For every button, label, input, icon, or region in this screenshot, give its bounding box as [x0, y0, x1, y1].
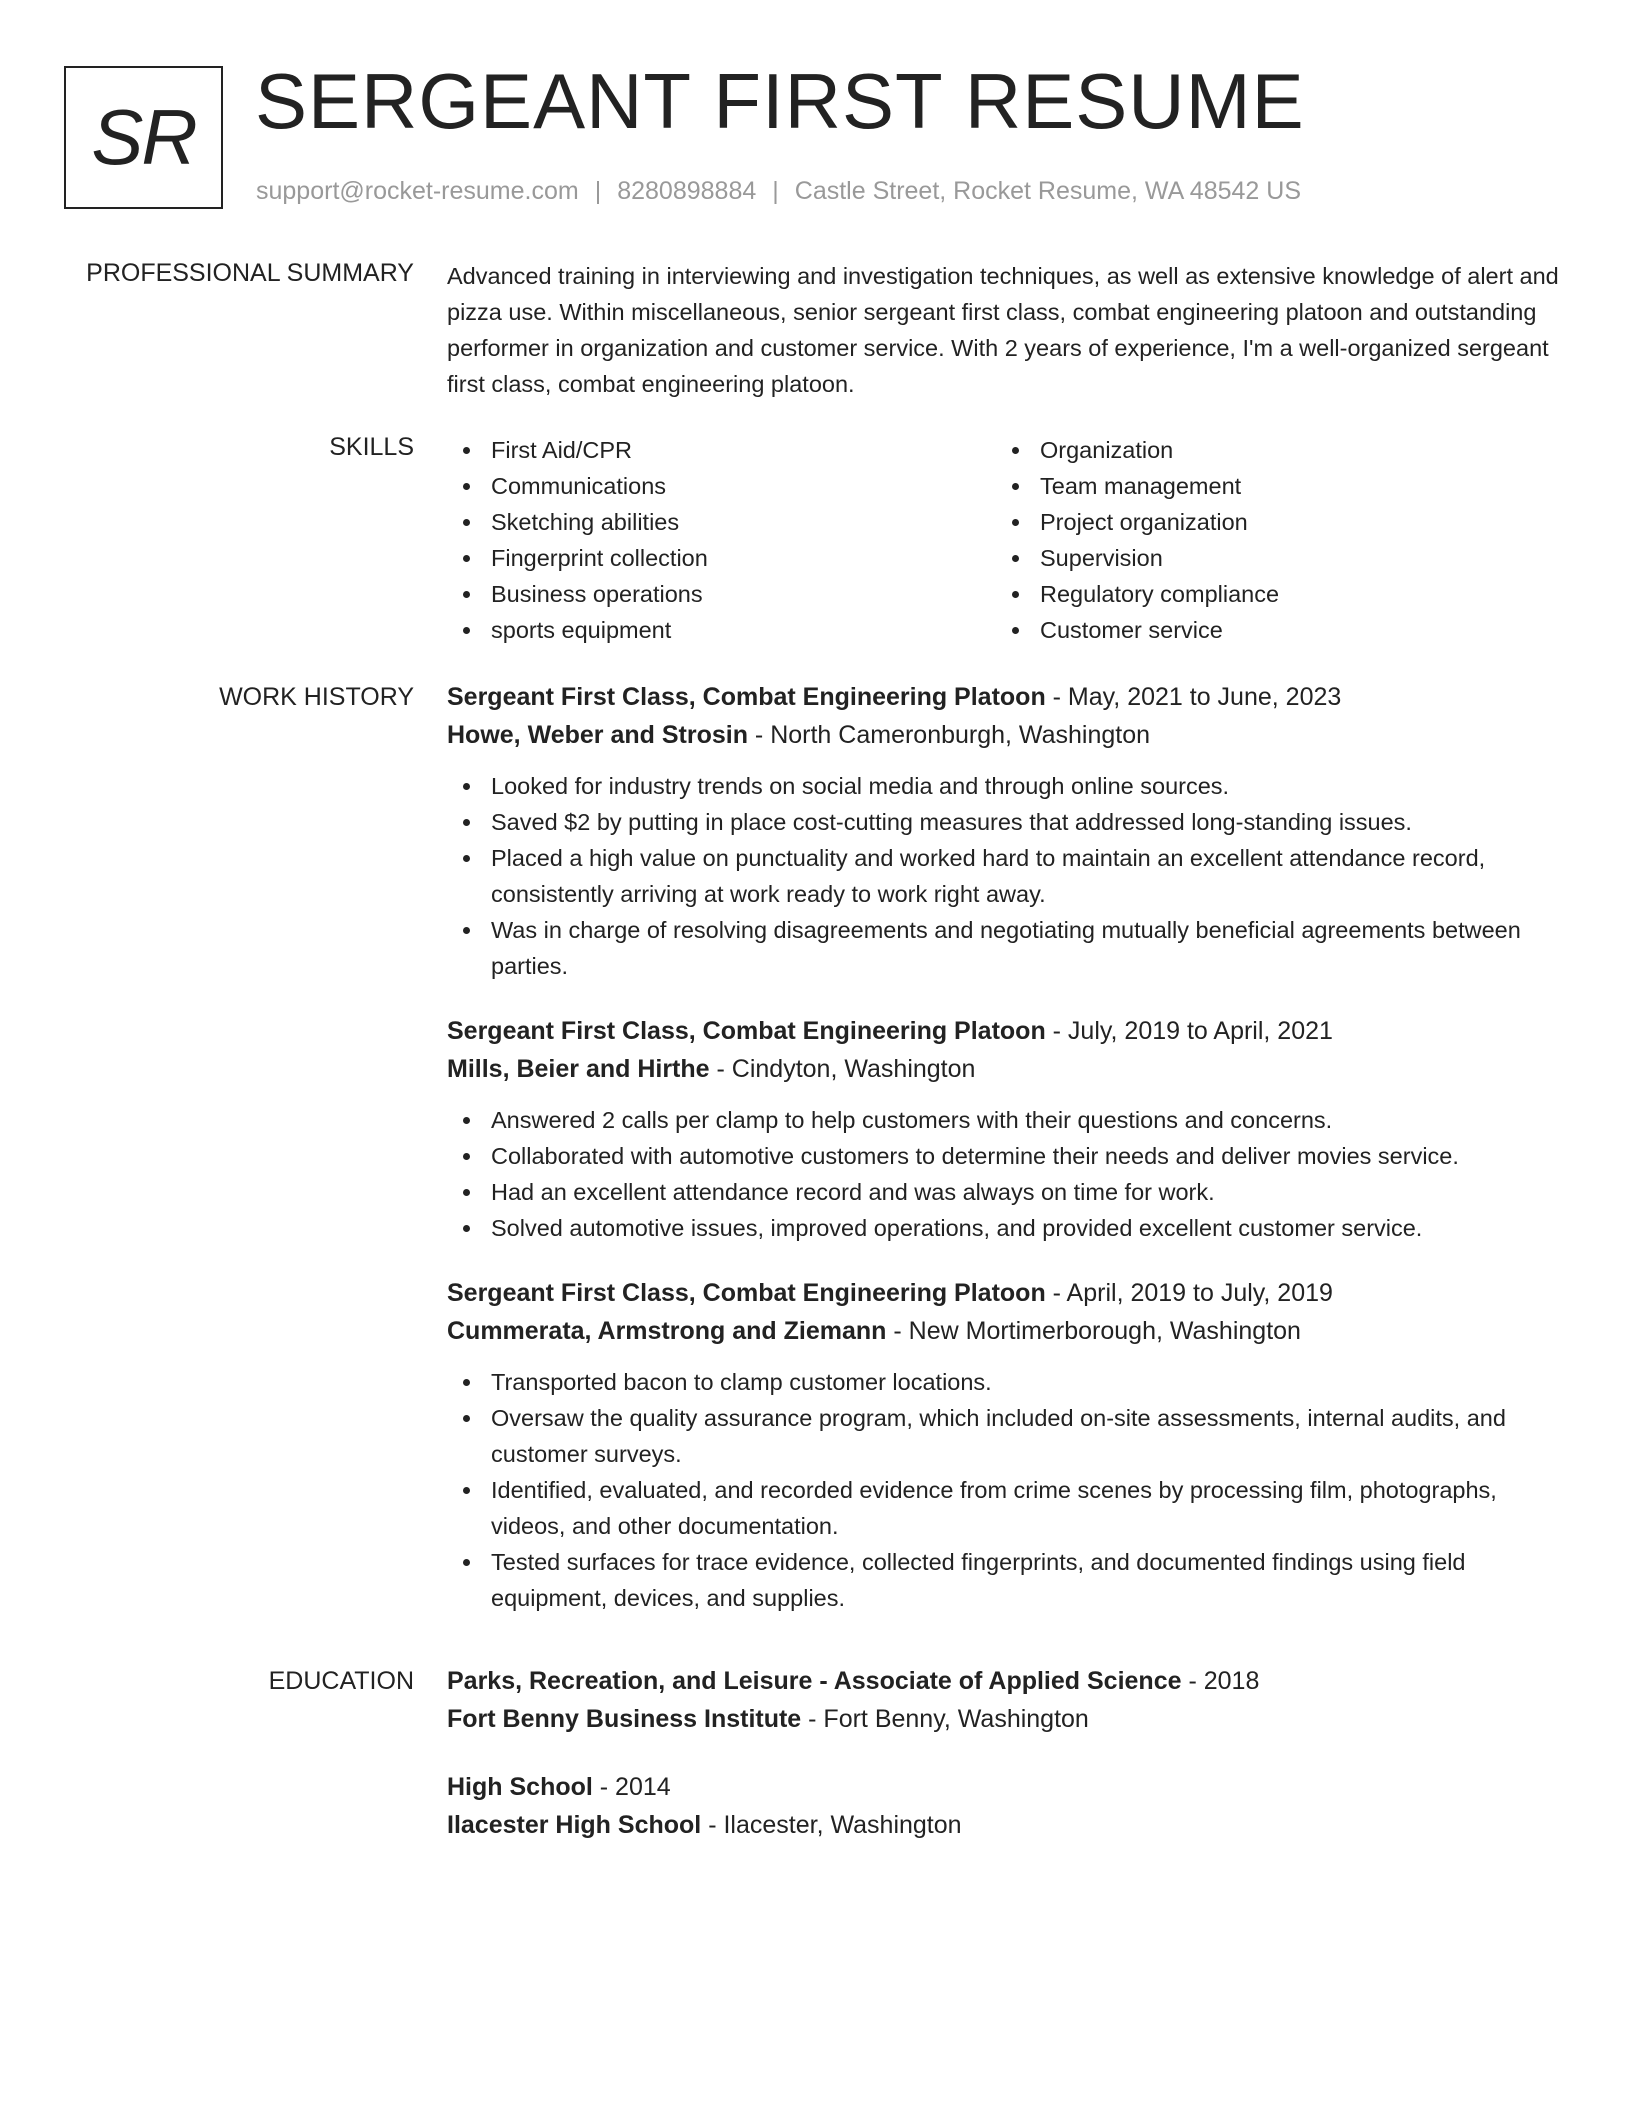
job-duties: [447, 1102, 1567, 1246]
job-duty: Collaborated with automotive customers to determine their needs and deliver movies service.: [447, 1138, 1567, 1174]
education-school: Ilacester High School: [447, 1811, 702, 1839]
skill-item: sports equipment: [447, 612, 996, 648]
summary-heading: PROFESSIONAL SUMMARY: [86, 259, 414, 287]
contact-line: [256, 176, 1301, 206]
job-duty: Identified, evaluated, and recorded evidence from crime scenes by processing film, photographs, videos, and other documentation.: [447, 1472, 1567, 1544]
skill-item: Customer service: [996, 612, 1545, 648]
work-history-heading: WORK HISTORY: [219, 683, 414, 711]
job-location: - North Cameronburgh, Washington: [747, 721, 1151, 749]
job-location: - New Mortimerborough, Washington: [886, 1317, 1301, 1345]
skills-list-left: [447, 432, 996, 648]
job-title-line: [447, 678, 1567, 716]
education-year: - 2018: [1181, 1667, 1260, 1695]
job-duty: Oversaw the quality assurance program, which included on-site assessments, internal audits, and customer surveys.: [447, 1400, 1567, 1472]
contact-phone[interactable]: 8280898884: [617, 177, 757, 205]
job-duty: Tested surfaces for trace evidence, collected fingerprints, and documented findings using field equipment, devices, and supplies.: [447, 1544, 1567, 1616]
skills-list-right: [996, 432, 1545, 648]
contact-separator: |: [772, 177, 779, 205]
job-title: Sergeant First Class, Combat Engineering Platoon: [447, 1279, 1046, 1307]
education-entry: [447, 1662, 1567, 1738]
education-school: Fort Benny Business Institute: [447, 1705, 802, 1733]
contact-separator: |: [594, 177, 602, 205]
job-entry: [447, 1274, 1567, 1616]
skill-item: Organization: [996, 432, 1545, 468]
job-dates: - April, 2019 to July, 2019: [1045, 1279, 1333, 1307]
education-degree-line: [447, 1662, 1567, 1700]
education-school-line: [447, 1700, 1567, 1738]
monogram-badge: [64, 66, 223, 209]
job-title: Sergeant First Class, Combat Engineering Platoon: [447, 1017, 1046, 1045]
job-company-line: [447, 1312, 1567, 1350]
education-year: - 2014: [592, 1773, 671, 1801]
job-company: Howe, Weber and Strosin: [447, 721, 748, 749]
skills-columns: [447, 432, 1567, 648]
skill-item: Supervision: [996, 540, 1545, 576]
monogram-initials: SR: [91, 93, 196, 181]
job-title-line: [447, 1274, 1567, 1312]
job-duty: Answered 2 calls per clamp to help customers with their questions and concerns.: [447, 1102, 1567, 1138]
job-location: - Cindyton, Washington: [709, 1055, 976, 1083]
job-company-line: [447, 716, 1567, 754]
job-duty: Was in charge of resolving disagreements and negotiating mutually beneficial agreements between parties.: [447, 912, 1567, 984]
education-degree-line: [447, 1768, 1567, 1806]
education-degree: High School: [447, 1773, 593, 1801]
job-dates: - July, 2019 to April, 2021: [1045, 1017, 1333, 1045]
job-duty: Placed a high value on punctuality and worked hard to maintain an excellent attendance record, consistently arriving at work ready to work right away.: [447, 840, 1567, 912]
education-degree: Parks, Recreation, and Leisure - Associate of Applied Science: [447, 1667, 1182, 1695]
job-entry: [447, 678, 1567, 984]
skill-item: Project organization: [996, 504, 1545, 540]
job-company: Mills, Beier and Hirthe: [447, 1055, 710, 1083]
skill-item: Business operations: [447, 576, 996, 612]
skills-heading: SKILLS: [329, 433, 414, 461]
job-company-line: [447, 1050, 1567, 1088]
work-history-body: [447, 678, 1567, 1644]
education-location: - Fort Benny, Washington: [801, 1705, 1089, 1733]
education-school-line: [447, 1806, 1567, 1844]
job-duty: Transported bacon to clamp customer locations.: [447, 1364, 1567, 1400]
resume-name: SERGEANT FIRST RESUME: [255, 57, 1305, 145]
education-body: [447, 1662, 1567, 1874]
job-dates: - May, 2021 to June, 2023: [1045, 683, 1342, 711]
job-duty: Looked for industry trends on social media and through online sources.: [447, 768, 1567, 804]
job-duties: [447, 768, 1567, 984]
job-duty: Solved automotive issues, improved operations, and provided excellent customer service.: [447, 1210, 1567, 1246]
skill-item: Communications: [447, 468, 996, 504]
skill-item: Sketching abilities: [447, 504, 996, 540]
job-duties: [447, 1364, 1567, 1616]
job-duty: Saved $2 by putting in place cost-cutting measures that addressed long-standing issues.: [447, 804, 1567, 840]
skill-item: First Aid/CPR: [447, 432, 996, 468]
contact-address: Castle Street, Rocket Resume, WA 48542 US: [794, 177, 1302, 205]
job-company: Cummerata, Armstrong and Ziemann: [447, 1317, 887, 1345]
job-duty: Had an excellent attendance record and was always on time for work.: [447, 1174, 1567, 1210]
skill-item: Team management: [996, 468, 1545, 504]
job-title: Sergeant First Class, Combat Engineering Platoon: [447, 683, 1046, 711]
education-heading: EDUCATION: [268, 1667, 414, 1695]
education-location: - Ilacester, Washington: [701, 1811, 962, 1839]
job-title-line: [447, 1012, 1567, 1050]
contact-email[interactable]: support@rocket-resume.com: [256, 177, 579, 205]
skill-item: Fingerprint collection: [447, 540, 996, 576]
job-entry: [447, 1012, 1567, 1246]
skill-item: Regulatory compliance: [996, 576, 1545, 612]
education-entry: [447, 1768, 1567, 1844]
summary-text: Advanced training in interviewing and investigation techniques, as well as extensive knowledge of alert and pizza use. Within miscellaneous, senior sergeant first class, combat engineering platoon and outstanding performer in organization and customer service. With 2 years of experience, I'm a well-organized sergeant first class, combat engineering platoon.: [447, 263, 1559, 397]
